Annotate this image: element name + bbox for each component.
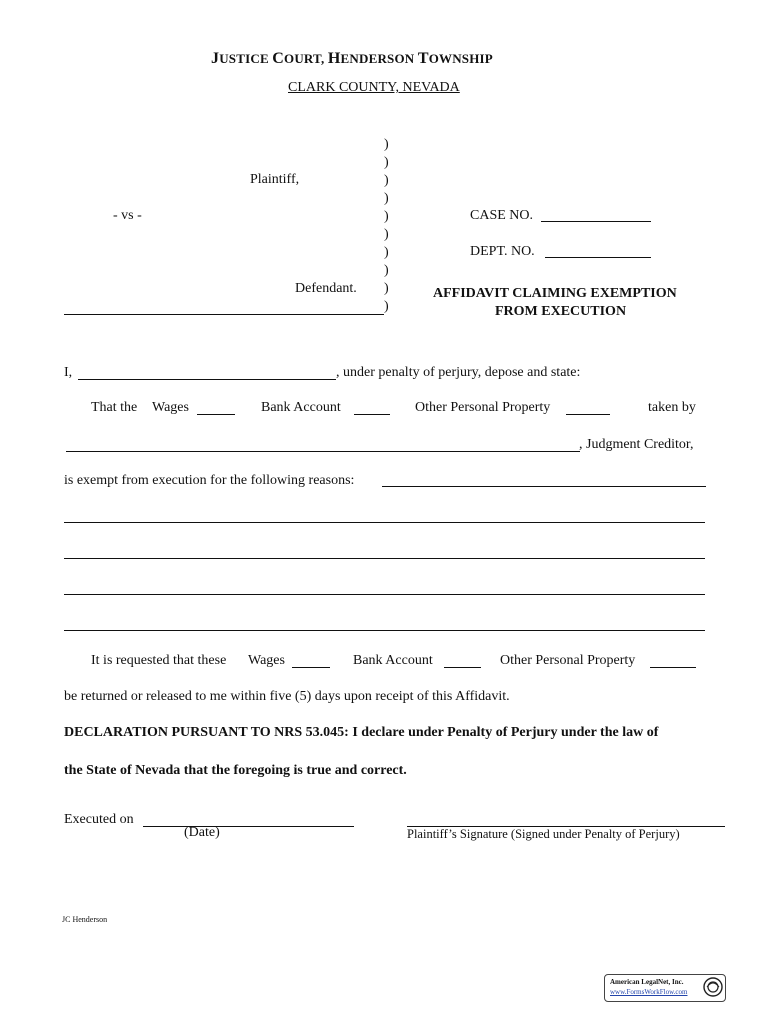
plaintiff-signature-caption: Plaintiff’s Signature (Signed under Penalty of Perjury) [407, 827, 680, 841]
reasons-line-4[interactable] [64, 594, 705, 595]
court-title: JUSTICE COURT, HENDERSON TOWNSHIP [211, 50, 493, 67]
executed-on-label: Executed on [64, 812, 134, 827]
wages-option-field[interactable] [197, 414, 235, 415]
document-title-line2: FROM EXECUTION [495, 304, 627, 319]
publisher-link[interactable]: www.FormsWorkFlow.com [610, 988, 688, 996]
dept-number-field[interactable] [545, 257, 651, 258]
other-property-option-label: Other Personal Property [415, 400, 551, 415]
affiant-prefix: I, [64, 365, 73, 380]
date-caption: (Date) [184, 825, 220, 840]
bank-account-option-label: Bank Account [261, 400, 341, 415]
judgment-creditor-label: , Judgment Creditor, [579, 437, 694, 452]
return-period-statement: be returned or released to me within five (5) days upon receipt of this Affidavit. [64, 689, 510, 704]
depose-statement: , under penalty of perjury, depose and state: [336, 365, 581, 380]
return-other-property-field[interactable] [650, 667, 696, 668]
caption-parens: ) ) ) ) ) ) ) ) ) ) [384, 137, 389, 314]
return-other-property-label: Other Personal Property [500, 653, 636, 668]
case-number-field[interactable] [541, 221, 651, 222]
case-number-label: CASE NO. [470, 208, 534, 223]
document-title-line1: AFFIDAVIT CLAIMING EXEMPTION [433, 286, 677, 301]
return-bank-account-label: Bank Account [353, 653, 433, 668]
affiant-name-field[interactable] [78, 379, 336, 380]
publisher-name: American LegalNet, Inc. [610, 978, 684, 986]
reasons-line-5[interactable] [64, 630, 705, 631]
county-heading: CLARK COUNTY, NEVADA [288, 80, 460, 95]
versus-label: - vs - [113, 208, 142, 223]
form-identifier: JC Henderson [62, 915, 108, 924]
reasons-line-1[interactable] [382, 486, 706, 487]
bank-account-option-field[interactable] [354, 414, 390, 415]
defendant-name-line[interactable] [64, 314, 384, 315]
that-the-label: That the [91, 400, 138, 415]
judgment-creditor-field[interactable] [66, 451, 580, 452]
wages-option-label: Wages [152, 400, 189, 415]
reasons-line-3[interactable] [64, 558, 705, 559]
exempt-reasons-label: is exempt from execution for the following reasons: [64, 473, 355, 488]
return-wages-field[interactable] [292, 667, 330, 668]
dept-number-label: DEPT. NO. [470, 244, 535, 259]
plaintiff-label: Plaintiff, [250, 172, 300, 187]
defendant-label: Defendant. [295, 281, 357, 296]
taken-by-label: taken by [648, 400, 696, 415]
requested-label: It is requested that these [91, 653, 227, 668]
other-property-option-field[interactable] [566, 414, 610, 415]
declaration-line-2: the State of Nevada that the foregoing is true and correct. [64, 763, 407, 778]
return-wages-label: Wages [248, 653, 285, 668]
return-bank-account-field[interactable] [444, 667, 481, 668]
publisher-seal-icon [703, 977, 723, 997]
execution-date-field[interactable] [143, 826, 354, 827]
publisher-logo-box [604, 974, 726, 1002]
reasons-line-2[interactable] [64, 522, 705, 523]
declaration-line-1: DECLARATION PURSUANT TO NRS 53.045: I declare under Penalty of Perjury under the law of [64, 725, 659, 740]
